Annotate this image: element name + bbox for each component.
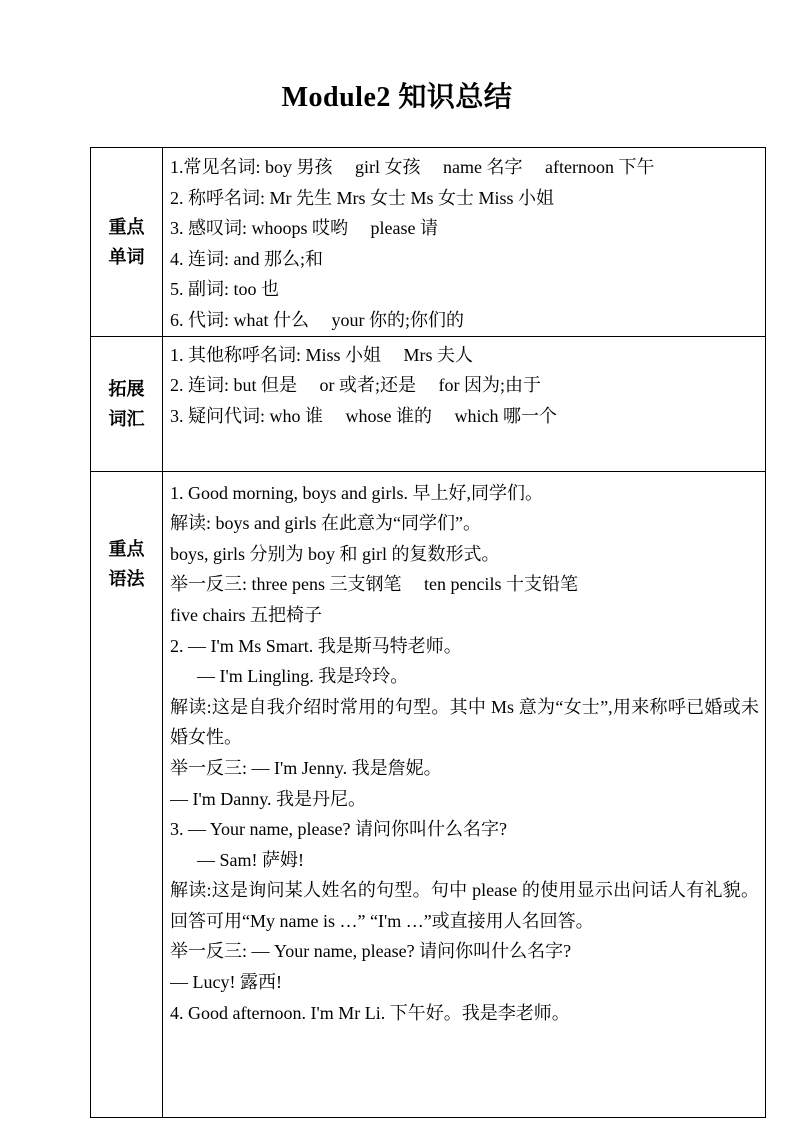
text-line: — I'm Danny. 我是丹尼。 xyxy=(170,788,367,809)
text-line: — I'm Lingling. 我是玲玲。 xyxy=(197,666,409,687)
summary-table xyxy=(90,147,766,1118)
text-paragraph: 解读:这是询问某人姓名的句型。句中 please 的使用显示出问话人有礼貌。回答可用“My name is …” “I'm …”或直接用人名回答。 xyxy=(170,880,759,931)
text-line: 2. 连词: but 但是 or 或者;还是 for 因为;由于 xyxy=(170,375,541,396)
text-paragraph: 解读:这是自我介绍时常用的句型。其中 Ms 意为“女士”,用来称呼已婚或未婚女性。 xyxy=(170,696,759,748)
text-line: 3. 感叹词: whoops 哎哟 please 请 xyxy=(170,218,438,239)
row-label-line: 重点 xyxy=(108,538,145,559)
key-grammar-content xyxy=(163,471,766,1117)
text-line: 2. — I'm Ms Smart. 我是斯马特老师。 xyxy=(170,635,462,656)
text-line: 4. 连词: and 那么;和 xyxy=(170,248,323,269)
extended-vocab-content xyxy=(163,336,766,471)
text-line: 3. 疑问代词: who 谁 whose 谁的 which 哪一个 xyxy=(170,405,557,426)
text-line: 1.常见名词: boy 男孩 girl 女孩 name 名字 afternoon 下午 xyxy=(170,157,655,177)
text-line: 6. 代词: what 什么 your 你的;你们的 xyxy=(170,309,464,330)
row-label-key-words xyxy=(91,148,163,337)
text-line: 1. 其他称呼名词: Miss 小姐 Mrs 夫人 xyxy=(170,344,474,365)
text-line: — Lucy! 露西! xyxy=(170,972,282,993)
table-row-key-grammar xyxy=(91,471,766,1117)
text-line: — Sam! 萨姆! xyxy=(197,849,304,870)
row-label-key-grammar xyxy=(91,471,163,1117)
text-line: 解读: boys and girls 在此意为“同学们”。 xyxy=(170,513,481,534)
text-line: 5. 副词: too 也 xyxy=(170,279,280,300)
page-title: Module2 知识总结 xyxy=(281,82,513,113)
row-label-line: 拓展 xyxy=(108,378,145,399)
row-label-line: 重点 xyxy=(108,216,145,237)
table-row-key-words xyxy=(91,148,766,337)
text-line: 举一反三: — Your name, please? 请问你叫什么名字? xyxy=(170,941,572,962)
text-line: five chairs 五把椅子 xyxy=(170,604,322,625)
row-label-line: 单词 xyxy=(108,246,145,267)
text-line: 3. — Your name, please? 请问你叫什么名字? xyxy=(170,819,507,840)
text-line: 1. Good morning, boys and girls. 早上好,同学们。 xyxy=(170,482,543,503)
key-words-content xyxy=(163,148,766,337)
text-line: boys, girls 分别为 boy 和 girl 的复数形式。 xyxy=(170,543,500,564)
text-line: 2. 称呼名词: Mr 先生 Mrs 女士 Ms 女士 Miss 小姐 xyxy=(170,187,555,208)
row-label-extended-vocab xyxy=(91,336,163,471)
row-label-line: 词汇 xyxy=(108,408,145,429)
text-line: 举一反三: three pens 三支钢笔 ten pencils 十支铅笔 xyxy=(170,574,578,595)
row-label-line: 语法 xyxy=(108,568,145,589)
table-row-extended-vocab xyxy=(91,336,766,471)
text-line: 4. Good afternoon. I'm Mr Li. 下午好。我是李老师。 xyxy=(170,1002,570,1023)
text-line: 举一反三: — I'm Jenny. 我是詹妮。 xyxy=(170,757,442,778)
